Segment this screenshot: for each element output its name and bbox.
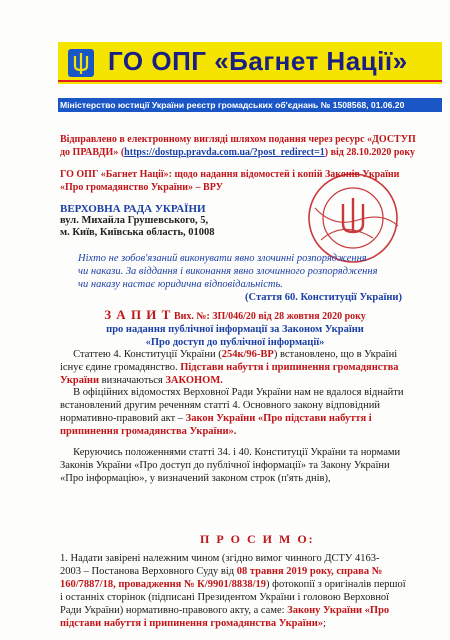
item1-line-5 [60,604,406,617]
p1-text-b: ) встановлено, що в Україні [273,349,398,360]
paragraph-1 [60,348,399,387]
addressee-street: вул. Михайла Грушевського, 5, [60,215,209,226]
addressee-address [60,215,215,239]
sent-text: до ПРАВДИ» ( [60,147,125,158]
sent-date: ) від 28.10.2020 року [324,147,416,158]
paragraph-2 [60,386,403,438]
item1-law-b: підстави набуття і припинення громадянства України» [60,618,324,629]
subject-line-1: ГО ОПГ «Багнет Нації»: щодо надання відомостей і копій Законів України [60,169,400,180]
p2-line-2: встановлений другим реченням статті 4. Основного закону відповідний [60,400,380,411]
request-number: Вих. №: ЗП/046/20 від 28 жовтня 2020 року [173,311,366,322]
item1-case: 160/7887/18, провадження № К/9901/8838/19 [60,579,267,590]
p1-text-c: існує єдине громадянство. [60,362,181,373]
item1-text: 2003 – Постанова Верховного Суду від [60,566,237,577]
prosymo-heading: П Р О С И М О: [200,532,315,546]
item1-line-3 [60,578,406,591]
item1-line-2 [60,565,406,578]
p1-line-2 [60,361,399,374]
subject-line-2: «Про громадянство України» – ВРУ [60,182,223,193]
quote-line-3: чи наказу настає юридична відповідальність. [78,279,283,290]
p3-line-3: «Про інформацію», у визначений законом строк (п'ять днів), [60,473,331,484]
request-line-1 [70,308,400,323]
item1-law: Закону України «Про [287,605,390,616]
constitution-quote [78,252,377,291]
p1-line-1 [60,348,399,361]
item1-line-6 [60,617,406,630]
item1-line-1: 1. Надати завірені належним чином (згідно вимог чинного ДСТУ 4163- [60,553,380,564]
quote-line-1: Ніхто не зобов'язаний виконувати явно злочинні розпорядження [78,253,367,264]
p3-line-1 [60,446,400,459]
header-red-line [58,80,442,82]
item1-text-c: Ради України) нормативно-правового акту, а саме: [60,605,288,616]
sent-line-1: Відправлено в електронному вигляді шляхом подання через ресурс «ДОСТУП [60,134,416,145]
p2-line-4: припинення громадянства України». [60,426,237,437]
p1-law: ЗАКОНОМ. [165,375,223,386]
addressee-name: ВЕРХОВНА РАДА УКРАЇНИ [60,203,206,215]
trident-icon [64,48,98,78]
item1-line-4: і останніх сторінок (підписані Президентом України і головою Верховної [60,592,390,603]
addressee-city: м. Київ, Київська область, 01008 [60,227,215,238]
p2-text-a: В офіційних відомостях Верховної Ради України нам не вдалося віднайти [73,387,404,398]
p3-line-2: Законів України «Про доступ до публічної інформації» та Закону України [60,460,390,471]
request-item-1 [60,552,406,630]
registry-bar: Міністерство юстиції України реєстр громадських об'єднань № 1508568, 01.06.20 [58,98,442,112]
p2-line-1 [60,386,403,399]
quote-source: (Стаття 60. Конституції України) [245,292,402,303]
request-title [70,308,400,349]
item1-text-b: ) фотокопії з оригіналів першої [266,579,406,590]
p1-text-f: визначаються [99,375,166,386]
item1-date: 08 травня 2019 року, справа № [236,566,383,577]
request-line-2: про надання публічної інформації за Законом України [106,324,364,335]
p2-law-title: Закон України «Про підстави набуття і [185,413,372,424]
p1-highlight: Підстави набуття і припинення громадянства [180,362,399,373]
p1-text: Статтею 4. Конституції України ( [73,349,222,360]
item1-end: ; [323,618,326,629]
p3-text-a: Керуючись положеннями статті 34. і 40. Конституції України та нормами [73,447,401,458]
request-line-3: «Про доступ до публічної інформації» [145,337,325,348]
sent-line-2 [60,146,416,159]
org-title: ГО ОПГ «Багнет Нації» [108,46,408,76]
dostup-link[interactable]: https://dostup.pravda.com.ua/?post_redirect=1 [124,147,325,158]
p2-line-3 [60,412,403,425]
paragraph-3 [60,446,400,485]
p2-text-c: нормативно-правовий акт – [60,413,186,424]
p1-ref-link[interactable]: 254к/96-ВР [221,349,274,360]
p1-highlight-b: України [60,375,100,386]
quote-line-2: чи накази. За віддання і виконання явно злочинного розпорядження [78,266,378,277]
request-label: З А П И Т [104,307,172,322]
sent-note [60,133,416,159]
